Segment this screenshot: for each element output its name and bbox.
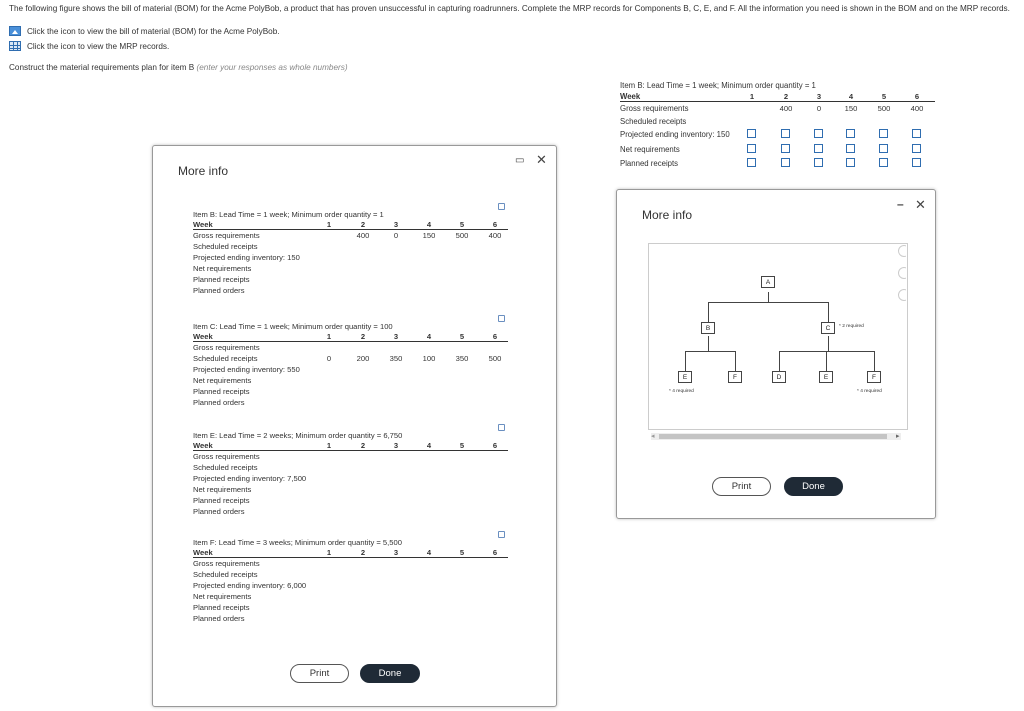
answer-input[interactable] — [879, 129, 888, 138]
week-cell: 1 — [749, 92, 755, 101]
answer-input[interactable] — [912, 144, 921, 153]
answer-input[interactable] — [814, 158, 823, 167]
week-row — [193, 441, 508, 451]
row-label: Gross requirements — [193, 559, 260, 568]
section-header: Item E: Lead Time = 2 weeks; Minimum order quantity = 6,750 — [193, 431, 403, 440]
week-label: Week — [620, 92, 641, 101]
week-cell: 1 — [326, 220, 332, 229]
week-cell: 4 — [426, 332, 432, 341]
answer-input[interactable] — [747, 144, 756, 153]
mrp-row — [193, 473, 508, 484]
mrp-row — [193, 462, 508, 473]
week-row — [620, 92, 935, 102]
mrp-row — [193, 591, 508, 602]
mrp-row — [193, 285, 508, 296]
week-cell: 4 — [426, 548, 432, 557]
row-label: Net requirements — [620, 145, 680, 154]
row-value: 0 — [393, 231, 399, 240]
mrp-row — [193, 569, 508, 580]
done-button[interactable]: Done — [360, 664, 420, 683]
construct-instruction — [9, 63, 348, 72]
section-header: Item F: Lead Time = 3 weeks; Minimum order quantity = 5,500 — [193, 538, 402, 547]
print-button[interactable]: Print — [290, 664, 349, 683]
table-icon[interactable] — [9, 41, 21, 51]
row-value: 150 — [422, 231, 436, 240]
row-label: Scheduled receipts — [193, 570, 258, 579]
week-cell: 4 — [426, 441, 432, 450]
bom-connector — [874, 351, 875, 371]
bom-diagram — [648, 243, 908, 430]
week-cell: 5 — [881, 92, 887, 101]
row-value: 400 — [488, 231, 502, 240]
gross-req-value: 500 — [877, 104, 891, 113]
partial-side-panel — [898, 245, 906, 301]
row-value: 100 — [422, 354, 436, 363]
answer-input[interactable] — [879, 144, 888, 153]
week-cell: 6 — [492, 220, 498, 229]
week-cell: 1 — [326, 332, 332, 341]
mrp-row — [193, 495, 508, 506]
week-cell: 3 — [393, 220, 399, 229]
bom-node-e: E — [678, 371, 692, 383]
row-label: Gross requirements — [193, 343, 260, 352]
row-label: Planned orders — [193, 507, 245, 516]
bom-note-f: * 4 required — [857, 389, 882, 394]
mrp-row — [193, 484, 508, 495]
row-label: Gross requirements — [193, 231, 260, 240]
gross-req-value: 400 — [910, 104, 924, 113]
week-cell: 6 — [914, 92, 920, 101]
mrp-row — [193, 353, 508, 364]
week-cell: 2 — [360, 548, 366, 557]
copy-icon[interactable] — [498, 315, 505, 322]
bom-node-b: B — [701, 322, 715, 334]
week-cell: 2 — [783, 92, 789, 101]
row-label: Gross requirements — [193, 452, 260, 461]
answer-input[interactable] — [747, 129, 756, 138]
bom-link-row[interactable] — [9, 26, 280, 36]
row-label: Planned receipts — [193, 496, 250, 505]
row-label: Gross requirements — [620, 104, 689, 113]
row-value: 350 — [389, 354, 403, 363]
answer-input[interactable] — [781, 158, 790, 167]
mrp-row — [193, 274, 508, 285]
row-label: Projected ending inventory: 150 — [193, 253, 300, 262]
week-cell: 2 — [360, 220, 366, 229]
horizontal-scrollbar[interactable] — [651, 433, 901, 440]
row-label: Scheduled receipts — [193, 354, 258, 363]
mrp-row — [193, 558, 508, 569]
scroll-right-icon[interactable]: ▸ — [896, 433, 900, 440]
bom-connector — [828, 302, 829, 322]
week-row — [193, 332, 508, 342]
copy-icon[interactable] — [498, 531, 505, 538]
section-header: Item C: Lead Time = 1 week; Minimum order quantity = 100 — [193, 322, 393, 331]
bom-link-text[interactable]: Click the icon to view the bill of material (BOM) for the Acme PolyBob. — [27, 26, 280, 36]
print-button[interactable]: Print — [712, 477, 771, 496]
mrp-records-modal — [152, 145, 557, 707]
mrp-row — [193, 241, 508, 252]
bom-connector — [779, 351, 780, 371]
mrp-link-text[interactable]: Click the icon to view the MRP records. — [27, 41, 170, 51]
bom-connector — [708, 336, 709, 351]
mrp-row — [193, 397, 508, 408]
partial-circle-icon — [898, 289, 906, 301]
row-label: Scheduled receipts — [193, 242, 258, 251]
week-cell: 1 — [326, 548, 332, 557]
bom-connector — [826, 351, 827, 371]
row-label: Planned orders — [193, 614, 245, 623]
answer-input[interactable] — [879, 158, 888, 167]
row-label: Planned receipts — [193, 387, 250, 396]
minimize-icon[interactable]: – — [897, 197, 904, 211]
row-value: 350 — [455, 354, 469, 363]
answer-input[interactable] — [846, 144, 855, 153]
week-label: Week — [193, 548, 213, 557]
done-button[interactable]: Done — [784, 477, 843, 496]
week-cell: 6 — [492, 548, 498, 557]
mrp-section — [193, 322, 508, 408]
week-cell: 1 — [326, 441, 332, 450]
mrp-row — [193, 342, 508, 353]
mrp-row — [193, 580, 508, 591]
week-cell: 5 — [459, 548, 465, 557]
gross-req-value: 150 — [844, 104, 858, 113]
row-label: Planned receipts — [193, 275, 250, 284]
bom-node-f: F — [867, 371, 881, 383]
partial-circle-icon — [898, 267, 906, 279]
mrp-section — [193, 538, 508, 624]
mrp-section — [193, 431, 508, 517]
row-value: 400 — [356, 231, 370, 240]
bom-node-a: A — [761, 276, 775, 288]
row-label: Projected ending inventory: 7,500 — [193, 474, 307, 483]
mrp-row — [193, 506, 508, 517]
section-header: Item B: Lead Time = 1 week; Minimum order quantity = 1 — [193, 210, 384, 219]
row-label: Planned receipts — [620, 159, 679, 168]
week-row — [193, 220, 508, 230]
bom-connector — [685, 351, 686, 371]
row-label: Net requirements — [193, 264, 252, 273]
partial-circle-icon — [898, 245, 906, 257]
row-value: 200 — [356, 354, 370, 363]
week-cell: 3 — [393, 441, 399, 450]
bom-node-f: F — [728, 371, 742, 383]
week-cell: 5 — [459, 441, 465, 450]
answer-input[interactable] — [846, 129, 855, 138]
week-cell: 3 — [393, 332, 399, 341]
mrp-row — [193, 451, 508, 462]
row-value: 0 — [326, 354, 332, 363]
row-label: Projected ending inventory: 550 — [193, 365, 300, 374]
bom-connector — [685, 351, 735, 352]
week-cell: 6 — [492, 441, 498, 450]
mrp-row — [193, 252, 508, 263]
mrp-row — [193, 386, 508, 397]
minimize-icon[interactable]: ▭ — [515, 155, 525, 166]
week-cell: 4 — [848, 92, 854, 101]
week-row — [193, 548, 508, 558]
modal-title: More info — [642, 208, 693, 222]
week-cell: 6 — [492, 332, 498, 341]
bom-node-e: E — [819, 371, 833, 383]
bom-node-d: D — [772, 371, 786, 383]
table-header: Item B: Lead Time = 1 week; Minimum order quantity = 1 — [620, 81, 816, 90]
answer-input[interactable] — [912, 129, 921, 138]
bom-connector — [708, 302, 828, 303]
answer-input[interactable] — [781, 129, 790, 138]
week-cell: 2 — [360, 441, 366, 450]
row-label: Planned orders — [193, 398, 245, 407]
bom-note-c: * 2 required — [839, 324, 864, 329]
mrp-row — [193, 230, 508, 241]
week-cell: 5 — [459, 332, 465, 341]
answer-input[interactable] — [814, 144, 823, 153]
week-label: Week — [193, 441, 213, 450]
copy-icon[interactable] — [498, 424, 505, 431]
row-label: Projected ending inventory: 6,000 — [193, 581, 307, 590]
construct-hint: (enter your responses as whole numbers) — [196, 63, 348, 72]
scrollbar-thumb[interactable] — [659, 434, 887, 439]
answer-input[interactable] — [814, 129, 823, 138]
week-label: Week — [193, 332, 213, 341]
close-icon[interactable]: ✕ — [915, 197, 926, 212]
bom-note-e: * 4 required — [669, 389, 694, 394]
bom-node-c: C — [821, 322, 835, 334]
scroll-left-icon[interactable]: ◂ — [651, 433, 655, 440]
problem-intro: The following figure shows the bill of material (BOM) for the Acme PolyBob, a product that has proven unsuccessful in capturing roadrunners. Complete the MRP records for Components B, C, E, and F. All the information you need is shown in the BOM and on the MRP records. — [9, 4, 1010, 13]
week-cell: 2 — [360, 332, 366, 341]
row-value: 500 — [488, 354, 502, 363]
mrp-row — [193, 613, 508, 624]
bom-connector — [735, 351, 736, 371]
mrp-section — [193, 210, 508, 296]
row-label: Net requirements — [193, 485, 252, 494]
close-icon[interactable]: ✕ — [536, 152, 547, 167]
answer-input[interactable] — [781, 144, 790, 153]
bom-connector — [768, 292, 769, 302]
answer-input[interactable] — [912, 158, 921, 167]
row-value: 500 — [455, 231, 469, 240]
mrp-row — [193, 263, 508, 274]
mrp-link-row[interactable] — [9, 41, 169, 51]
row-label: Net requirements — [193, 376, 252, 385]
image-icon[interactable] — [9, 26, 21, 36]
week-cell: 3 — [393, 548, 399, 557]
gross-req-value: 400 — [779, 104, 793, 113]
bom-connector — [708, 302, 709, 322]
row-label: Scheduled receipts — [193, 463, 258, 472]
row-label: Planned orders — [193, 286, 245, 295]
row-label: Scheduled receipts — [620, 117, 687, 126]
answer-input[interactable] — [846, 158, 855, 167]
gross-req-value: 0 — [816, 104, 822, 113]
week-cell: 3 — [816, 92, 822, 101]
modal-title: More info — [178, 164, 229, 178]
week-label: Week — [193, 220, 213, 229]
construct-text: Construct the material requirements plan for item B — [9, 63, 195, 72]
mrp-row — [193, 375, 508, 386]
answer-input[interactable] — [747, 158, 756, 167]
week-cell: 4 — [426, 220, 432, 229]
mrp-row — [193, 364, 508, 375]
week-cell: 5 — [459, 220, 465, 229]
copy-icon[interactable] — [498, 203, 505, 210]
row-label: Projected ending inventory: 150 — [620, 130, 730, 139]
bom-connector — [828, 336, 829, 351]
row-label: Planned receipts — [193, 603, 250, 612]
row-label: Net requirements — [193, 592, 252, 601]
mrp-row — [193, 602, 508, 613]
